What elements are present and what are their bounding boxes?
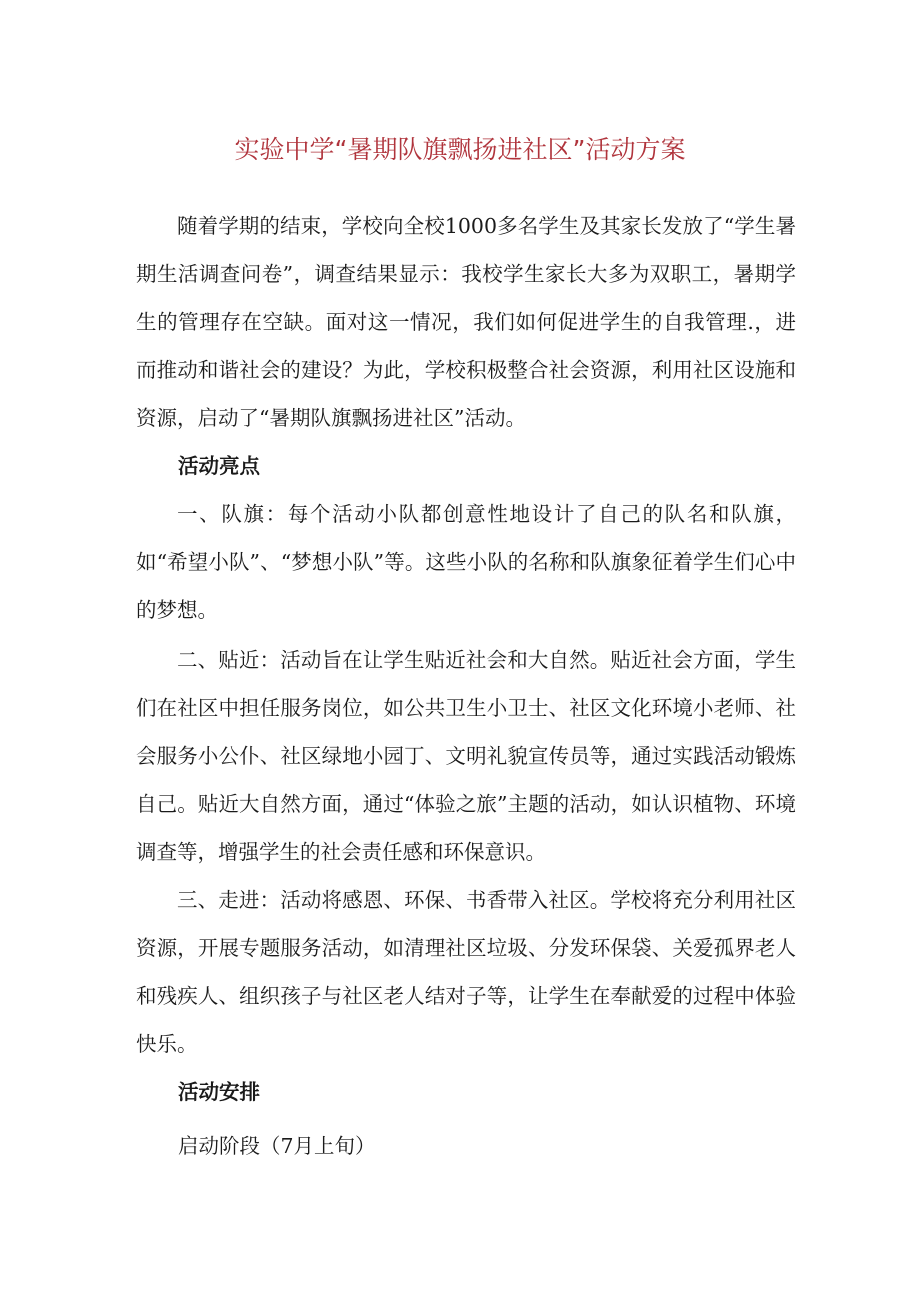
document-title: 实验中学“暑期队旗飘扬进社区”活动方案 (234, 135, 686, 164)
highlight-point-3: 三、走进：活动将感恩、环保、书香带入社区。学校将充分利用社区资源，开展专题服务活动，如清理社区垃圾、分发环保袋、关爱孤界老人和残疾人、组织孩子与社区老人结对子等，让学生在奉献爱的过程中体验快乐。 (136, 888, 796, 1056)
highlight-point-2: 二、贴近：活动旨在让学生贴近社会和大自然。贴近社会方面，学生们在社区中担任服务岗位，如公共卫生小卫士、社区文化环境小老师、社会服务小公仆、社区绿地小园丁、文明礼貌宣传员等，通过实践活动锻炼自己。贴近大自然方面，通过“体验之旅”主题的活动，如认识植物、环境调查等，增强学生的社会责任感和环保意识。 (136, 648, 796, 864)
phase-start-label: 启动阶段（7月上旬） (178, 1134, 376, 1158)
section-heading-highlights: 活动亮点 (178, 454, 260, 478)
intro-paragraph: 随着学期的结束，学校向全校1000多名学生及其家长发放了“学生暑期生活调查问卷”，调查结果显示：我校学生家长大多为双职工，暑期学生的管理存在空缺。面对这一情况，我们如何促进学生的自我管理.，进而推动和谐社会的建设？为此，学校积极整合社会资源，利用社区设施和资源，启动了“暑期队旗飘扬进社区”活动。 (136, 214, 796, 430)
section-heading-arrangement: 活动安排 (178, 1080, 260, 1104)
highlight-point-1: 一、队旗：每个活动小队都创意性地设计了自己的队名和队旗，如“希望小队”、“梦想小队”等。这些小队的名称和队旗象征着学生们心中的梦想。 (136, 502, 796, 622)
